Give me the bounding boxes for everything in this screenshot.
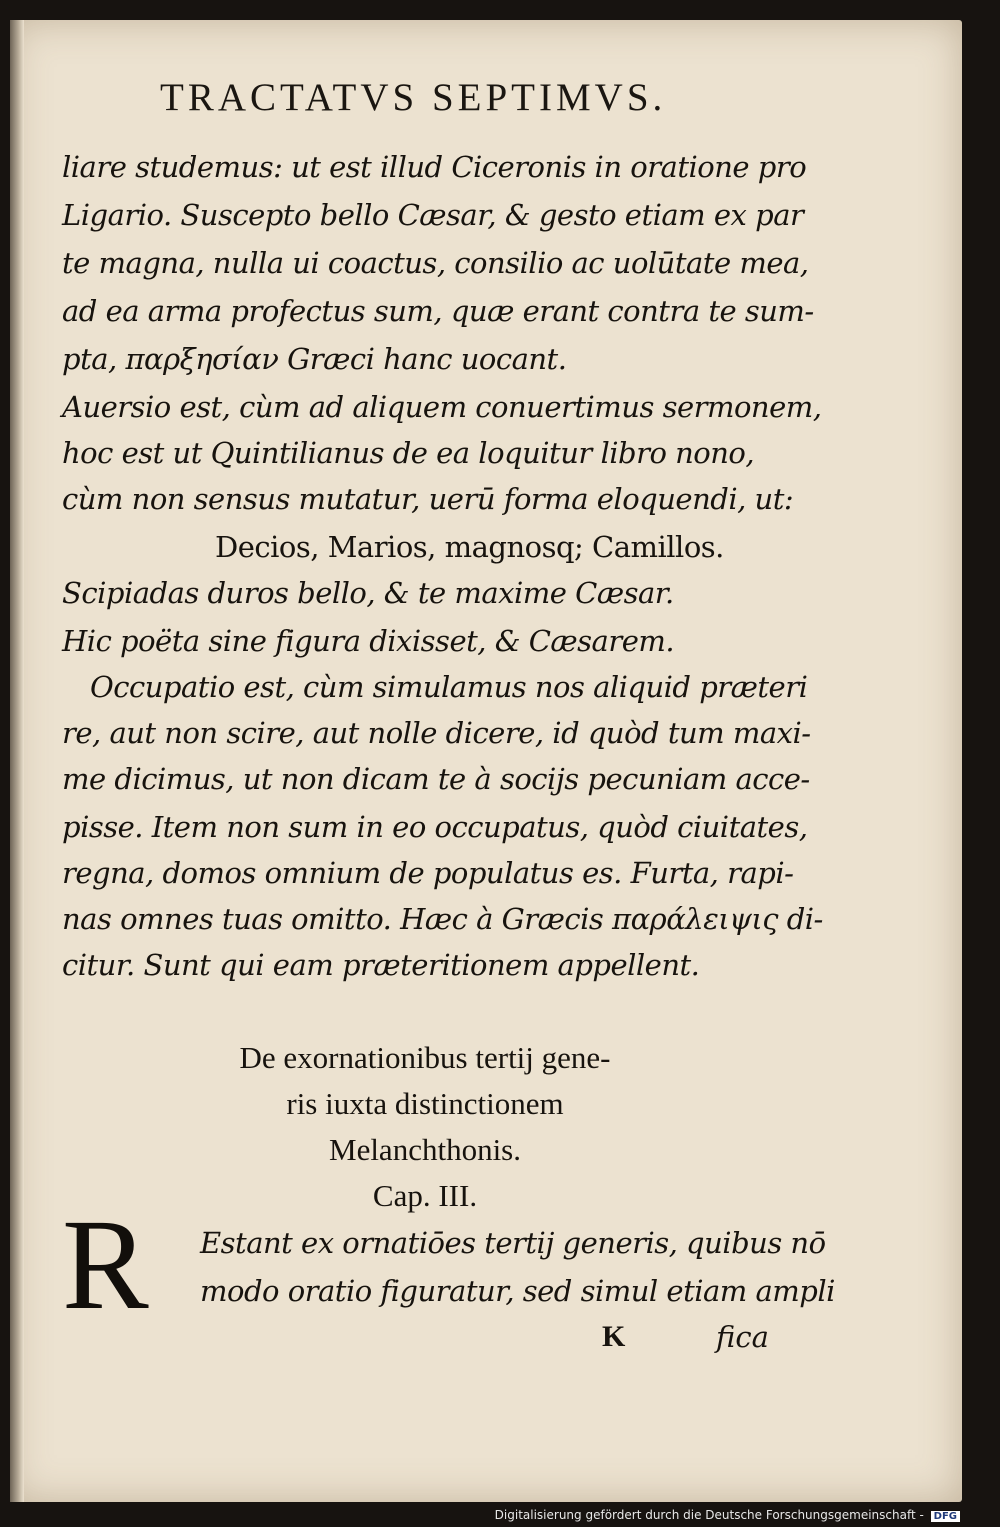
footer-text: Digitalisierung gefördert durch die Deutsche Forschungsgemeinschaft - xyxy=(494,1508,924,1522)
text-line-3: te magna, nulla ui coactus, consilio ac uolūtate mea, xyxy=(62,246,809,280)
chapter-heading-line-3: Melanchthonis. xyxy=(329,1132,521,1167)
verse-line-2: Scipiadas duros bello, & te maxime Cæsar. xyxy=(62,576,674,610)
chapter-heading-line-2: ris iuxta distinctionem xyxy=(286,1086,564,1121)
text-line-6: Auersio est, cùm ad aliquem conuertimus sermonem, xyxy=(62,390,822,424)
signature-mark: K xyxy=(602,1320,626,1353)
running-header: TRACTATVS SEPTIMVS. xyxy=(160,76,667,119)
catchword: fica xyxy=(716,1320,769,1354)
chapter-number: Cap. III. xyxy=(372,1178,478,1213)
text-line-12: Occupatio est, cùm simulamus nos aliquid præteri xyxy=(90,670,808,704)
text-line-11: Hic poëta sine figura dixisset, & Cæsarem. xyxy=(62,624,675,658)
text-line-final-1: Estant ex ornatiōes tertij generis, quibus nō xyxy=(200,1226,826,1260)
drop-cap: R xyxy=(62,1193,149,1337)
text-line-5: pta, παρξησίαν Græci hanc uocant. xyxy=(62,342,567,376)
text-line-15: pisse. Item non sum in eo occupatus, quòd ciuitates, xyxy=(62,810,808,844)
text-line-8: cùm non sensus mutatur, uerū forma eloquendi, ut: xyxy=(62,482,794,516)
text-line-2: Ligario. Suscepto bello Cæsar, & gesto etiam ex par xyxy=(62,198,804,232)
verse-line-1: Decios, Marios, magnosq; Camillos. xyxy=(215,530,724,564)
text-line-4: ad ea arma profectus sum, quæ erant contra te sum- xyxy=(62,294,814,328)
text-line-final-2: modo oratio figuratur, sed simul etiam ampli xyxy=(200,1274,835,1308)
text-line-18: citur. Sunt qui eam præteritionem appellent. xyxy=(62,948,700,982)
chapter-heading-line-1: De exornationibus tertij gene- xyxy=(239,1040,611,1075)
page-gutter-edge xyxy=(10,20,24,1502)
text-line-17: nas omnes tuas omitto. Hæc à Græcis παράλειψις di- xyxy=(62,902,823,936)
book-page xyxy=(10,20,962,1502)
digitization-footer xyxy=(495,1508,960,1522)
text-line-16: regna, domos omnium de populatus es. Furta, rapi- xyxy=(62,856,794,890)
text-line-13: re, aut non scire, aut nolle dicere, id quòd tum maxi- xyxy=(62,716,811,750)
dfg-logo: DFG xyxy=(931,1511,960,1522)
text-line-14: me dicimus, ut non dicam te à socijs pecuniam acce- xyxy=(62,762,810,796)
text-line-7: hoc est ut Quintilianus de ea loquitur libro nono, xyxy=(62,436,755,470)
text-line-1: liare studemus: ut est illud Ciceronis in oratione pro xyxy=(62,150,807,184)
